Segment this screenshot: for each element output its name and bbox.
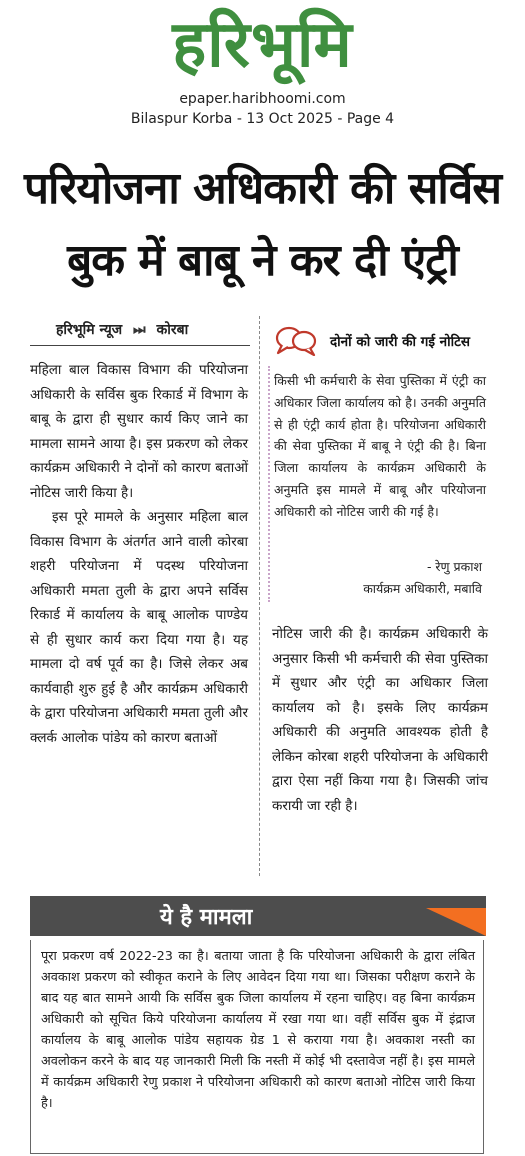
column-divider <box>259 316 260 876</box>
notice-signature-role: कार्यक्रम अधिकारी, मबावि <box>363 581 482 596</box>
masthead <box>0 0 525 127</box>
notice-text: किसी भी कर्मचारी के सेवा पुस्तिका में एंट्री का अधिकार जिला कार्यालय को है। उनकी अनुमति से ही एंट्री कार्य होता है। परियोजना अधिकारी की सेवा पुस्तिका में बाबू ने एंट्री की है। बिना जिला कार्यालय के कार्यक्रम अधिकारी के अनुमति इस मामले में बाबू और परियोजना अधिकारी को नोटिस जारी की गई है। <box>274 373 486 519</box>
matter-box <box>30 940 484 1154</box>
article-column-right <box>272 622 488 818</box>
section-title: ये है मामला <box>160 905 253 930</box>
byline <box>56 320 188 339</box>
article-continued: नोटिस जारी की है। कार्यक्रम अधिकारी के अनुसार किसी भी कर्मचारी की सेवा पुस्तिका में सुधार और एंट्री का अधिकार जिला कार्यालय को है। इसके लिए कार्यक्रम अधिकारी की अनुमति आवश्यक होती है लेकिन कोरबा शहरी परियोजना के अधिकारी द्वारा ऐसा नहीं किया गया है। जिसकी जांच करायी जा रही है। <box>272 626 488 814</box>
notice-box <box>268 366 488 602</box>
epaper-url[interactable]: epaper.haribhoomi.com <box>179 91 346 107</box>
byline-agency: हरिभूमि न्यूज <box>56 322 123 338</box>
fast-forward-icon: ⏭ <box>133 322 146 338</box>
notice-header <box>272 322 488 366</box>
speech-bubbles-icon <box>274 324 318 356</box>
edition-info: Bilaspur Korba - 13 Oct 2025 - Page 4 <box>130 111 395 127</box>
newspaper-logo: हरिभूमि <box>172 8 353 82</box>
byline-divider <box>30 345 250 346</box>
byline-place: कोरबा <box>156 322 189 338</box>
headline-line-1: परियोजना अधिकारी की सर्विस <box>24 163 501 214</box>
notice-signature-name: - रेणु प्रकाश <box>426 559 482 574</box>
notice-title: दोनों को जारी की गई नोटिस <box>330 334 471 350</box>
orange-accent-triangle <box>426 908 486 936</box>
article-paragraph-1: महिला बाल विकास विभाग की परियोजना अधिकारी के सर्विस बुक रिकार्ड में विभाग के बाबू के द्वारा ही सुधार कार्य किए जाने का मामला सामने आया है। इस प्रकरण को लेकर कार्यक्रम अधिकारी ने दोनों को कारण बताओं नोटिस जारी किया है। <box>30 362 248 501</box>
headline-line-2: बुक में बाबू ने कर दी एंट्री <box>67 235 458 286</box>
article-paragraph-2: इस पूरे मामले के अनुसार महिला बाल विकास विभाग के अंतर्गत आने वाली कोरबा शहरी परियोजना में पदस्थ परियोजना अधिकारी ममता तुली के द्वारा अपने सर्विस रिकार्ड में कार्यालय के बाबू आलोक पाण्डेय से ही सुधार कार्य करा दिया गया है। यह मामला दो वर्ष पूर्व का है। जिसे लेकर अब कार्यवाही शुरु हुई है और कार्यक्रम अधिकारी के द्वारा परियोजना अधिकारी ममता तुली और क्लर्क आलोक पांडेय को कारण बताओं <box>30 509 248 746</box>
matter-text: पूरा प्रकरण वर्ष 2022-23 का है। बताया जाता है कि परियोजना अधिकारी के द्वारा लंबित अवकाश प्रकरण को स्वीकृत कराने के लिए आवेदन दिया गया था। जिसका परीक्षण कराने के बाद यह बात सामने आयी कि सर्विस बुक जिला कार्यालय में रहना चाहिए। वह बिना कार्यक्रम अधिकारी को सूचित किये परियोजना कार्यालय में रखा गया था। वहीं सर्विस बुक में इंद्राज कार्यालय के बाबू आलोक पांडेय सहायक ग्रेड 1 से कराया गया है। अवकाश नस्ती का अवलोकन करने के बाद यह जानकारी मिली कि नस्ती में कोई भी दस्तावेज नहीं है। इस मामले में कार्यक्रम अधिकारी रेणु प्रकाश ने परियोजना अधिकारी को कारण बताओ नोटिस जारी किया है। <box>41 949 475 1111</box>
section-header-bar <box>30 896 486 936</box>
article-column-left <box>30 358 248 750</box>
